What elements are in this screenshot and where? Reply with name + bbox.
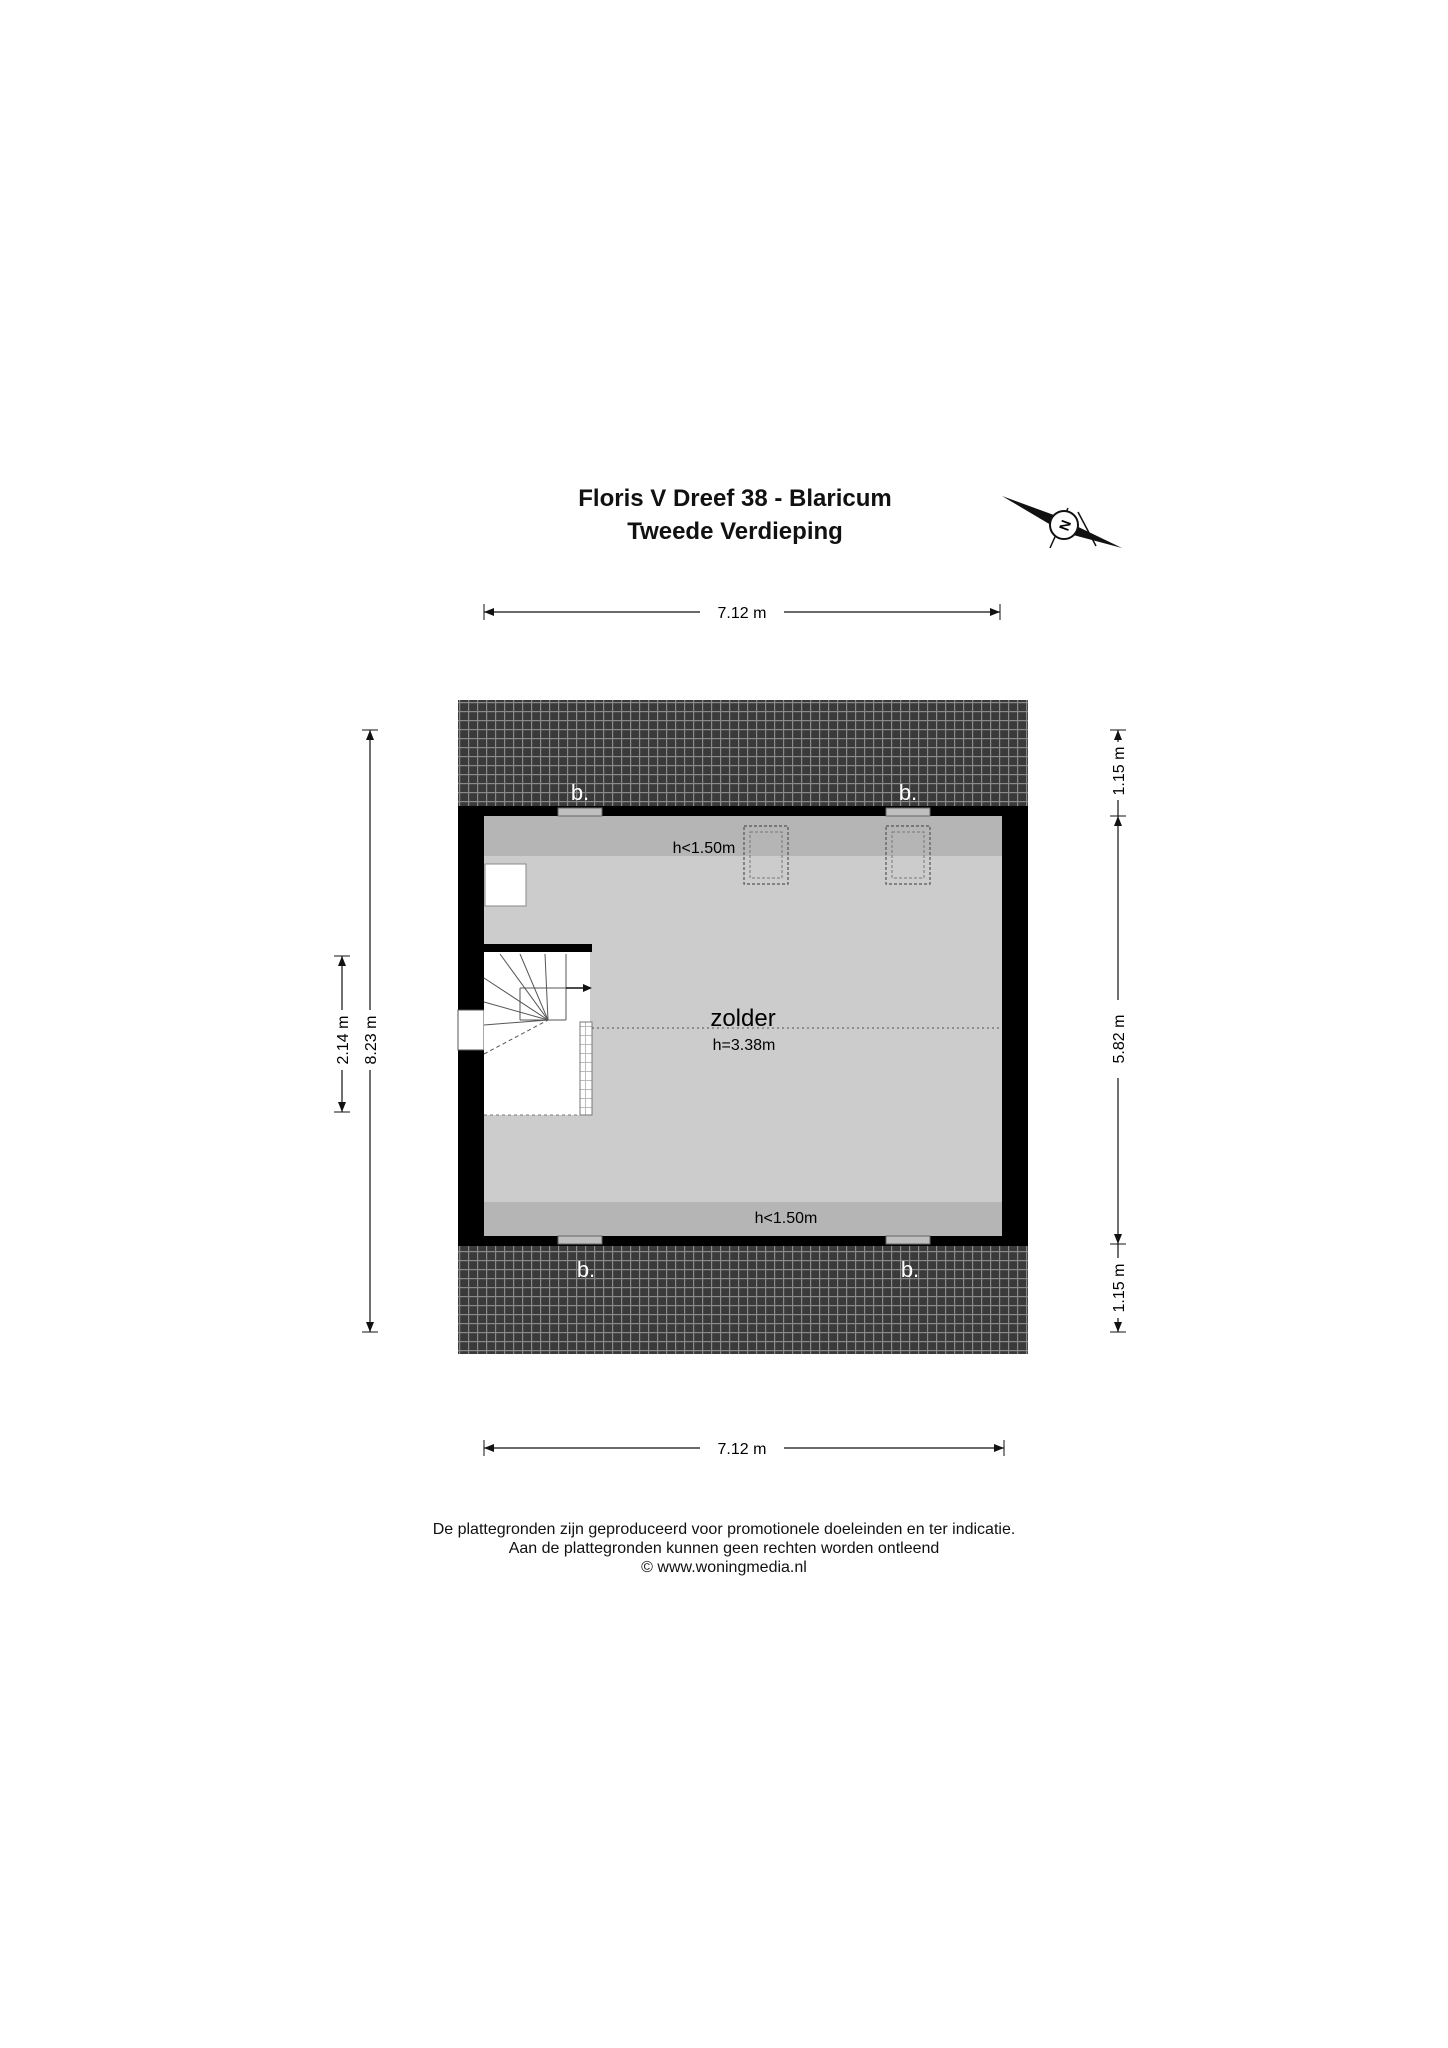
wall-top — [458, 806, 1028, 816]
right-bottom-label: 1.15 m — [1111, 1263, 1128, 1313]
low-zone-bottom-label: h<1.50m — [754, 1210, 818, 1227]
room-height: h=3.38m — [712, 1037, 776, 1054]
plan-title: Floris V Dreef 38 - Blaricum — [578, 485, 892, 512]
roof-bottom — [458, 1242, 1028, 1354]
left-outer-dimension — [362, 730, 380, 1332]
top-width-label: 7.12 m — [717, 605, 767, 622]
room-name: zolder — [710, 1005, 776, 1032]
compass-north-label: N — [1055, 517, 1075, 533]
wall-opening-bottom-left — [558, 1236, 602, 1244]
marker-bottom-left: b. — [576, 1257, 596, 1282]
right-middle-label: 5.82 m — [1111, 1014, 1128, 1064]
right-top-label: 1.15 m — [1111, 746, 1128, 796]
window-left — [458, 1010, 484, 1050]
bottom-width-label: 7.12 m — [717, 1441, 767, 1458]
low-zone-bottom — [484, 1202, 1002, 1236]
roof-top — [458, 700, 1028, 812]
top-width-dimension — [484, 604, 1000, 622]
low-zone-top-label: h<1.50m — [672, 840, 736, 857]
disclaimer — [324, 1520, 1124, 1577]
bottom-width-dimension — [484, 1440, 1004, 1458]
left-inner-label: 2.14 m — [335, 1015, 352, 1065]
copyright-link[interactable]: © www.woningmedia.nl — [641, 1559, 807, 1576]
wall-opening-top-left — [558, 808, 602, 816]
right-dimensions — [1110, 730, 1128, 1332]
wall-right — [1002, 810, 1028, 1244]
wall-niche — [485, 864, 526, 906]
disclaimer-line-2: Aan de plattegronden kunnen geen rechten worden ontleend — [508, 1540, 940, 1557]
floor-subtitle: Tweede Verdieping — [627, 518, 843, 545]
marker-bottom-right: b. — [900, 1257, 920, 1282]
disclaimer-line-1: De plattegronden zijn geproduceerd voor promotionele doeleinden en ter indicatie. — [432, 1521, 1016, 1538]
wall-bottom — [458, 1236, 1028, 1246]
left-outer-label: 8.23 m — [363, 1015, 380, 1065]
wall-opening-bottom-right — [886, 1236, 930, 1244]
left-inner-dimension — [334, 956, 352, 1112]
compass-icon — [1002, 496, 1122, 548]
marker-top-right: b. — [898, 780, 918, 805]
marker-top-left: b. — [570, 780, 590, 805]
staircase — [484, 944, 592, 1115]
wall-opening-top-right — [886, 808, 930, 816]
